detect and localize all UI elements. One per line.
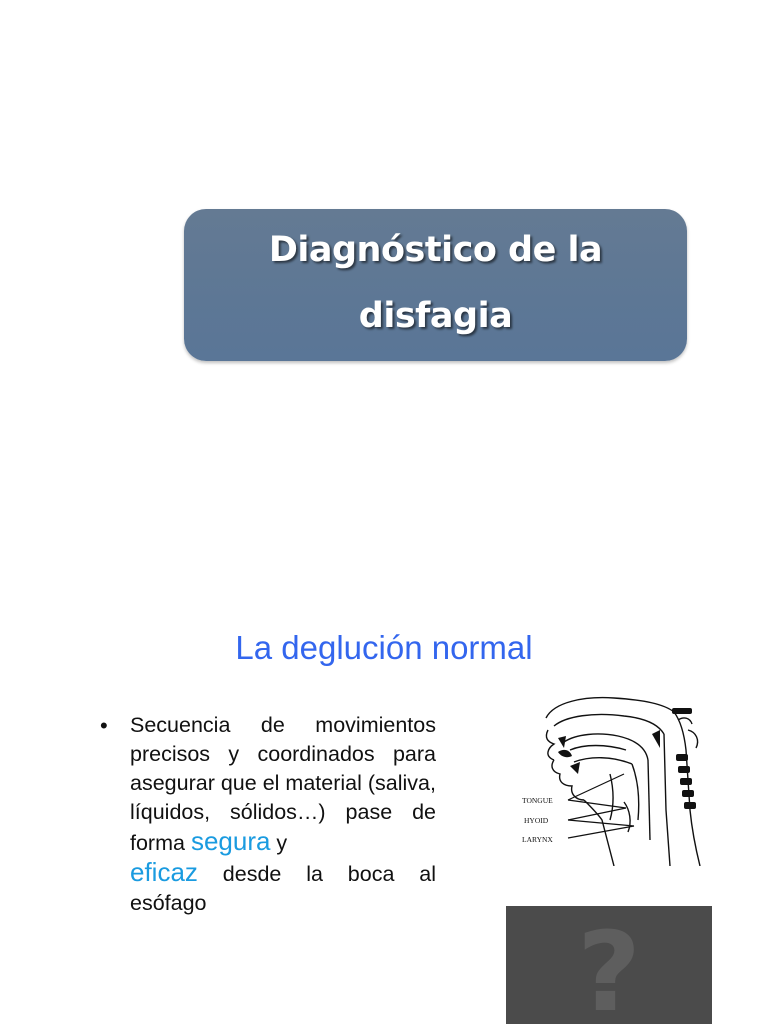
label-hyoid: HYOID	[524, 816, 549, 825]
highlight-eficaz: eficaz	[130, 857, 198, 887]
label-larynx: LARYNX	[522, 835, 553, 844]
title-box	[184, 209, 687, 361]
placeholder-image	[506, 906, 712, 1024]
head-neck-anatomy-icon	[514, 690, 712, 866]
bullet-dot-icon: •	[100, 713, 108, 738]
slide-title	[206, 217, 666, 349]
slide-title-line2: disfagia	[358, 296, 513, 336]
bullet-list	[96, 711, 436, 918]
bullet-text-part1: Secuencia de movimientos precisos y coordinados para asegurar que el material (saliva, líquidos, sólidos…) pase de forma	[130, 713, 436, 855]
bullet-text-part3: desde la boca al esófago	[130, 862, 436, 915]
section-heading: La deglución normal	[235, 629, 533, 666]
slide-title-line1: Diagnóstico de la	[268, 230, 603, 270]
bullet-text-part2: y	[270, 831, 288, 855]
label-tongue: TONGUE	[522, 796, 553, 805]
highlight-segura: segura	[190, 826, 271, 856]
anatomy-diagram	[514, 690, 712, 866]
bullet-item	[96, 711, 436, 918]
question-mark-icon: ?	[577, 908, 641, 1024]
